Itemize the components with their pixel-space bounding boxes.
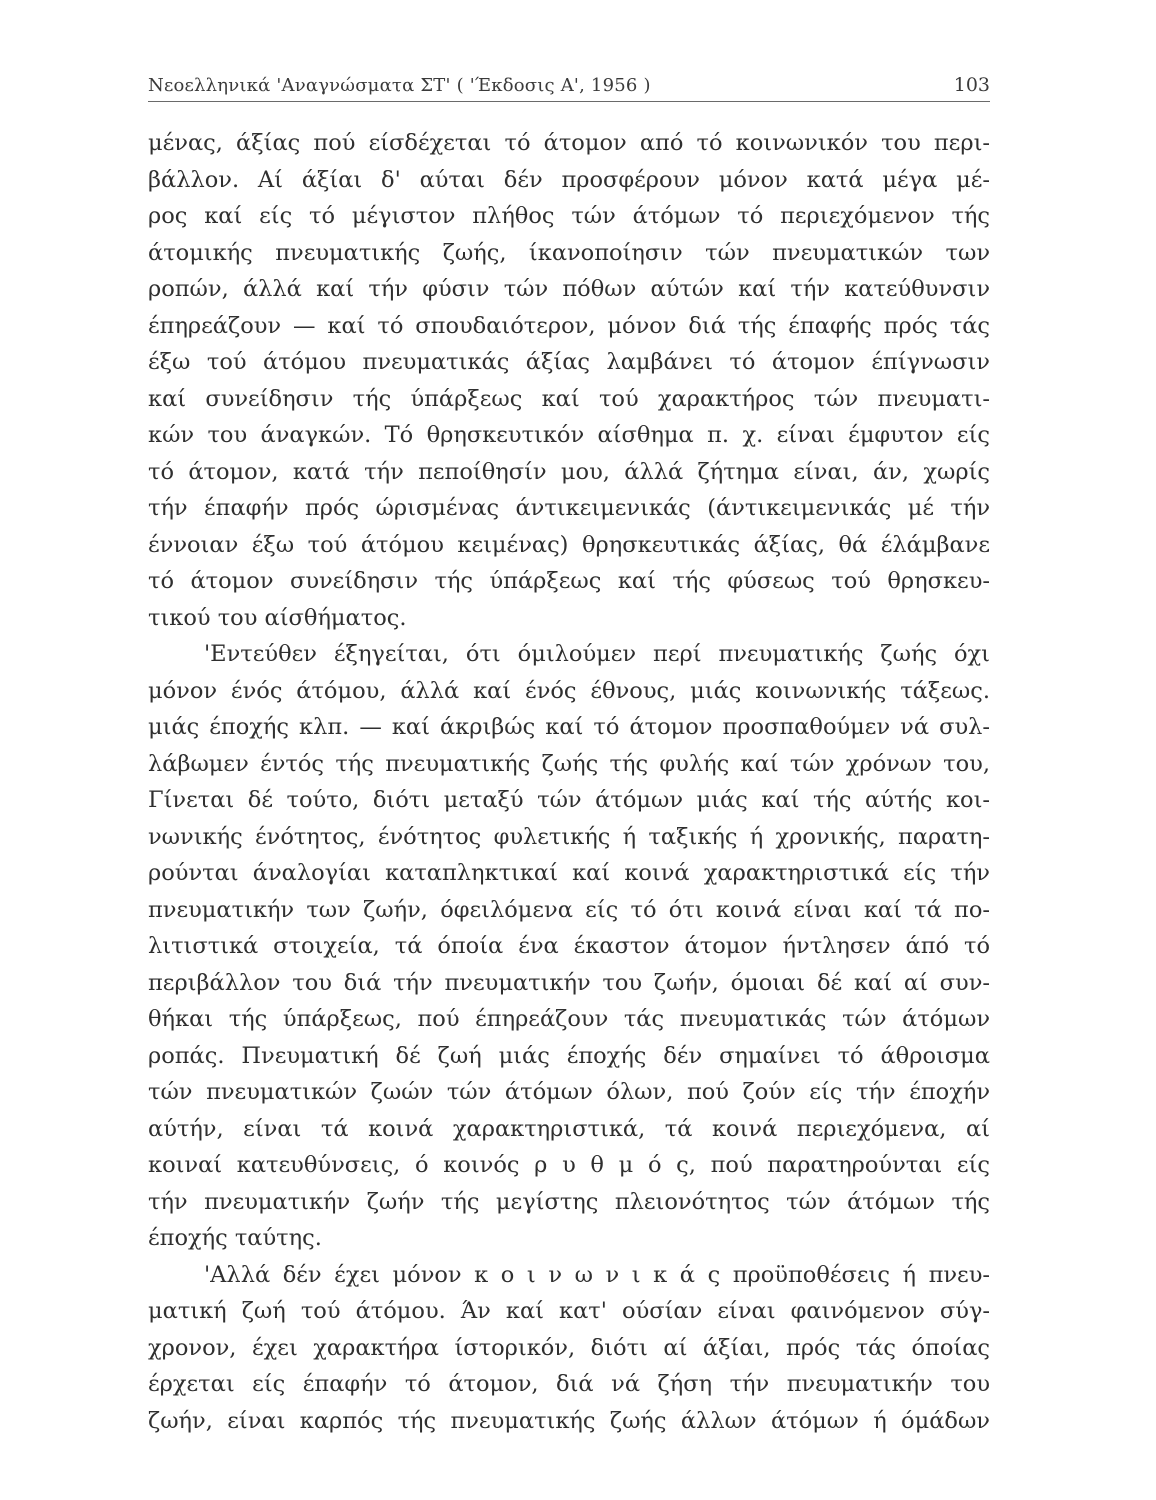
text-line: ρος καί είς τό μέγιστον πλήθος τών άτόμων τό περιεχόμενον τής [148, 203, 990, 229]
text-line: τό άτομον συνείδησιν τής ύπάρξεως καί τής φύσεως τού θρησκευ- [148, 568, 990, 594]
text-line: ζωήν, είναι καρπός τής πνευματικής ζωής άλλων άτόμων ή όμάδων [148, 1407, 990, 1434]
text-line: έρχεται είς έπαφήν τό άτομον, διά νά ζήση τήν πνευματικήν του [148, 1371, 990, 1397]
text-line: λιτιστικά στοιχεία, τά όποία ένα έκαστον άτομον ήντλησεν άπό τό [148, 933, 990, 959]
text-line: ρούνται άναλογίαι καταπληκτικαί καί κοινά χαρακτηριστικά είς τήν [148, 860, 990, 886]
text-line: τών πνευματικών ζωών τών άτόμων όλων, πού ζούν είς τήν έποχήν [148, 1079, 990, 1105]
text-line: ροπών, άλλά καί τήν φύσιν τών πόθων αύτών καί τήν κατεύθυνσιν [148, 276, 990, 302]
text-line: θήκαι τής ύπάρξεως, πού έπηρεάζουν τάς πνευματικάς τών άτόμων [148, 1006, 990, 1032]
text-line: μένας, άξίας πού είσδέχεται τό άτομον από τό κοινωνικόν του περι- [148, 130, 990, 156]
text-line: τό άτομον, κατά τήν πεποίθησίν μου, άλλά ζήτημα είναι, άν, χωρίς [148, 458, 990, 485]
text-line: βάλλον. Αί άξίαι δ' αύται δέν προσφέρουν μόνον κατά μέγα μέ- [148, 166, 990, 193]
text-line: άτομικής πνευματικής ζωής, ίκανοποίησιν τών πνευματικών των [148, 239, 990, 266]
text-line: ματική ζωή τού άτόμου. Άν καί κατ' ούσίαν είναι φαινόμενον σύγ- [148, 1298, 990, 1324]
text-line: καί συνείδησιν τής ύπάρξεως καί τού χαρακτήρος τών πνευματι- [148, 385, 990, 412]
text-line: έποχής ταύτης. [148, 1225, 322, 1251]
text-line: αύτήν, είναι τά κοινά χαρακτηριστικά, τά κοινά περιεχόμενα, αί [148, 1115, 990, 1142]
text-line: νωνικής ένότητος, ένότητος φυλετικής ή ταξικής ή χρονικής, παρατη- [148, 823, 990, 850]
text-line: χρονον, έχει χαρακτήρα ίστορικόν, διότι αί άξίαι, πρός τάς όποίας [148, 1334, 990, 1361]
page-header [148, 66, 990, 96]
text-line: πνευματικήν των ζωήν, όφειλόμενα είς τό ότι κοινά είναι καί τά πο- [148, 896, 990, 923]
page-number: 103 [953, 74, 990, 96]
text-line: ροπάς. Πνευματική δέ ζωή μιάς έποχής δέν σημαίνει τό άθροισμα [148, 1042, 990, 1069]
text-line: τήν πνευματικήν ζωήν τής μεγίστης πλειονότητος τών άτόμων τής [148, 1188, 990, 1215]
text-line: κοιναί κατευθύνσεις, ό κοινός ρ υ θ μ ό ς, πού παρατηρούνται είς [148, 1152, 990, 1178]
text-line: λάβωμεν έντός τής πνευματικής ζωής τής φυλής καί τών χρόνων του, [148, 750, 990, 777]
header-rule [148, 101, 990, 102]
text-line: τικού του αίσθήματος. [148, 604, 407, 631]
text-line: 'Αλλά δέν έχει μόνον κ ο ι ν ω ν ι κ ά ς προϋποθέσεις ή πνευ- [204, 1261, 990, 1288]
text-line: 'Εντεύθεν έξηγείται, ότι όμιλούμεν περί πνευματικής ζωής όχι [204, 641, 990, 667]
body-text [148, 125, 990, 1439]
running-head: Νεοελληνικά 'Αναγνώσματα ΣΤ' ( 'Έκδοσις Α', 1956 ) [148, 75, 651, 96]
text-line: περιβάλλον του διά τήν πνευματικήν του ζωήν, όμοιαι δέ καί αί συν- [148, 969, 990, 996]
text-line: τήν έπαφήν πρός ώρισμένας άντικειμενικάς (άντικειμενικάς μέ τήν [148, 495, 990, 521]
text-line: έννοιαν έξω τού άτόμου κειμένας) θρησκευτικάς άξίας, θά έλάμβανε [148, 531, 990, 558]
text-line: Γίνεται δέ τούτο, διότι μεταξύ τών άτόμων μιάς καί τής αύτής κοι- [148, 787, 990, 813]
text-line: κών του άναγκών. Τό θρησκευτικόν αίσθημα π. χ. είναι έμφυτον είς [148, 422, 990, 448]
text-line: μιάς έποχής κλπ. — καί άκριβώς καί τό άτομον προσπαθούμεν νά συλ- [148, 714, 990, 740]
text-line: μόνον ένός άτόμου, άλλά καί ένός έθνους, μιάς κοινωνικής τάξεως. [148, 677, 990, 704]
text-line: έπηρεάζουν — καί τό σπουδαιότερον, μόνον διά τής έπαφής πρός τάς [148, 312, 990, 339]
text-line: έξω τού άτόμου πνευματικάς άξίας λαμβάνει τό άτομον έπίγνωσιν [148, 349, 990, 375]
